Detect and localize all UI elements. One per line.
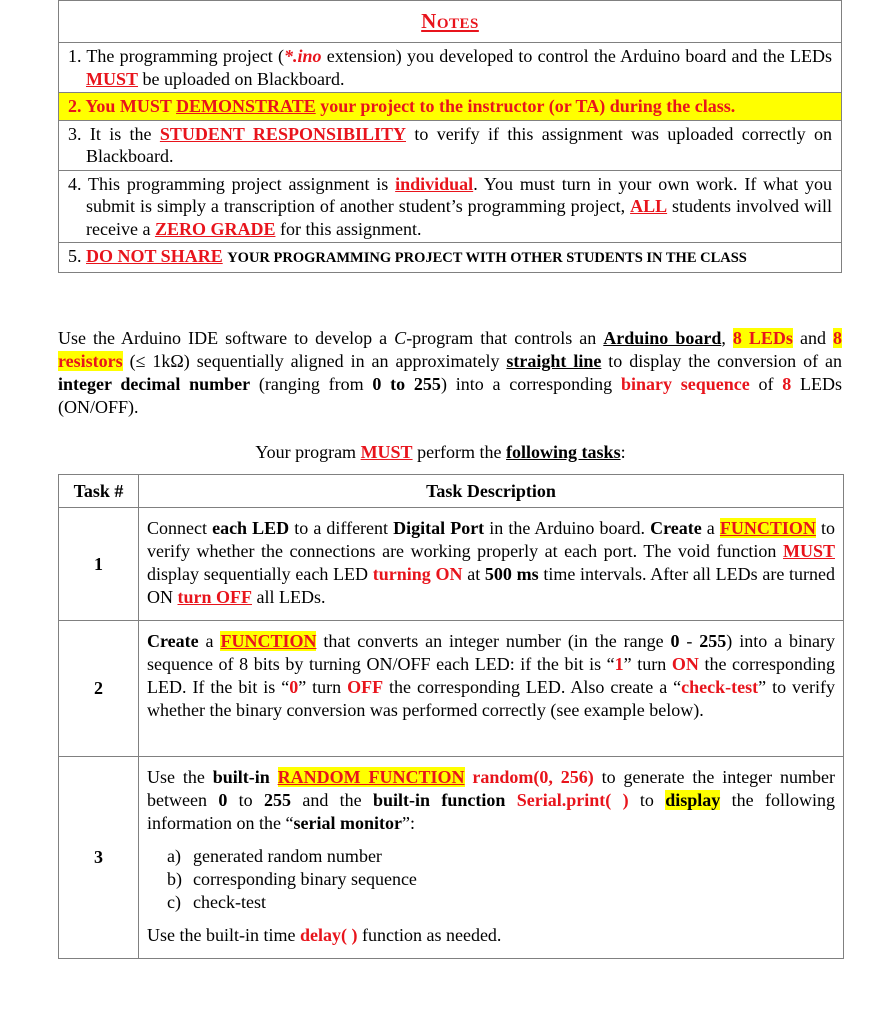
text-run: OFF — [347, 677, 384, 697]
text-run: MUST — [782, 541, 835, 561]
text-run: in the Arduino board. — [484, 518, 651, 538]
text-run: function as needed. — [357, 925, 502, 945]
text-run: 0 — [289, 677, 299, 697]
text-run: 0 — [218, 790, 228, 810]
text-run: (ranging from — [250, 374, 373, 394]
text-run: ON — [671, 654, 699, 674]
ino-extension: *.ino — [284, 46, 322, 66]
all-emphasis: ALL — [630, 196, 668, 216]
text-run: C — [394, 328, 407, 348]
text-run: serial monitor — [293, 813, 402, 833]
do-not-share-emphasis: DO NOT SHARE — [86, 246, 223, 266]
text-run — [270, 767, 278, 787]
text-run: b) — [167, 869, 182, 889]
text-run: time intervals. After all LEDs are turned ON — [147, 564, 835, 607]
task-desc-2 — [139, 621, 844, 757]
text-run: 0 — [670, 631, 680, 651]
eight-resistors-term: 8 resistors — [58, 328, 843, 371]
task-table — [58, 474, 844, 959]
notes-table — [58, 0, 842, 273]
individual-emphasis: individual — [395, 173, 474, 194]
task-row-2 — [59, 621, 844, 757]
text-run: check-test — [681, 677, 759, 697]
arduino-board-term: Arduino board — [603, 328, 722, 348]
text-run: ” to verify whether the binary conversion was performed correctly (see example below). — [147, 677, 835, 720]
text-run: Digital Port — [393, 518, 485, 538]
text-run: turning ON — [372, 564, 463, 584]
text-run: ” turn — [623, 654, 672, 674]
text-run: ) into a corresponding — [440, 374, 621, 394]
task-desc-3 — [139, 757, 844, 959]
text-run: display sequentially each LED — [147, 564, 373, 584]
eight-leds-term: 8 LEDs — [732, 328, 793, 348]
text-run: to verify whether the connections are working properly at each port. The void function — [147, 518, 835, 561]
list-item — [167, 868, 835, 891]
text-run: , — [721, 328, 733, 348]
col-header-task-desc: Task Description — [139, 475, 844, 508]
text-run: each LED — [212, 518, 290, 538]
must-emphasis: MUST — [86, 68, 139, 89]
text-run: of — [749, 374, 783, 394]
text-run: display — [665, 790, 721, 810]
text-run: a) — [167, 846, 181, 866]
text-run: ) into a binary sequence of 8 bits by turning ON/OFF each LED: if the bit is “ — [147, 631, 835, 674]
text-run: 1 — [614, 654, 624, 674]
text-run: check-test — [193, 892, 266, 912]
note-2: 2. You MUST DEMONSTRATE your project to the instructor (or TA) during the class. — [59, 93, 842, 121]
text-run — [505, 790, 516, 810]
text-run: Use the built-in time — [147, 925, 300, 945]
text-run: RANDOM FUNCTION — [277, 767, 465, 787]
notes-title: Notes — [421, 8, 479, 33]
demonstrate-emphasis: DEMONSTRATE — [176, 96, 316, 116]
text-run: ”: — [401, 813, 415, 833]
output-list — [147, 845, 835, 914]
text-run: that converts an integer number (in the range — [316, 631, 671, 651]
text-run: ” turn — [298, 677, 348, 697]
eight-term: 8 — [782, 374, 792, 394]
text-run: delay( ) — [299, 925, 358, 945]
text-run: : — [620, 442, 626, 462]
tasks-heading: Your program MUST perform the following tasks: — [255, 442, 626, 462]
text-run: to a different — [289, 518, 394, 538]
text-run: Create — [650, 518, 702, 538]
binary-sequence-term: binary sequence — [620, 374, 750, 394]
text-run: to — [227, 790, 264, 810]
range-term: 0 to 255 — [372, 374, 441, 394]
text-run: Use the Arduino IDE software to develop a — [58, 328, 395, 348]
text-run: 255 — [264, 790, 291, 810]
straight-line-term: straight line — [506, 351, 602, 371]
text-run: Connect — [147, 518, 213, 538]
student-responsibility-emphasis: STUDENT RESPONSIBILITY — [159, 123, 406, 144]
text-run: corresponding binary sequence — [193, 869, 417, 889]
text-run: to — [628, 790, 666, 810]
task-row-3 — [59, 757, 844, 959]
task-desc-1 — [139, 508, 844, 621]
text-run: random(0, 256) — [472, 767, 594, 787]
text-run: and the — [291, 790, 374, 810]
text-run: LEDs (ON/OFF). — [58, 374, 842, 417]
list-item — [167, 845, 835, 868]
text-run: a — [198, 631, 221, 651]
text-run: the corresponding LED. Also create a “ — [383, 677, 682, 697]
text-run: FUNCTION — [220, 631, 317, 651]
zero-grade-emphasis: ZERO GRADE — [154, 218, 276, 239]
integer-decimal-term: integer decimal number — [58, 374, 251, 394]
note-5: 5. DO NOT SHARE YOUR PROGRAMMING PROJECT WITH OTHER STUDENTS IN THE CLASS — [59, 243, 842, 273]
intro-paragraph — [58, 327, 842, 419]
text-run: Use the — [147, 767, 213, 787]
task-row-1 — [59, 508, 844, 621]
text-run: a — [701, 518, 720, 538]
note-3: 3. It is the STUDENT RESPONSIBILITY to verify if this assignment was uploaded correctly on Blackboard. — [59, 120, 842, 170]
text-run: FUNCTION — [719, 518, 816, 538]
text-run: Your program — [255, 442, 361, 462]
text-run: all LEDs. — [252, 587, 326, 607]
text-run: to display the conversion of an — [601, 351, 842, 371]
note-4: 4. This programming project assignment is individual. You must turn in your own work. If what you submit is simply a transcription of another student’s programming project, ALL students involved will receive a ZERO GRADE for this assignment. — [59, 170, 842, 243]
text-run: c) — [167, 892, 181, 912]
text-run: to generate the integer number between — [147, 767, 836, 810]
text-run: Serial.print( ) — [516, 790, 629, 810]
text-run: 255 — [699, 631, 727, 651]
text-run: 500 ms — [484, 564, 539, 584]
text-run: Create — [147, 631, 199, 651]
notes-title-cell — [59, 1, 842, 43]
text-run: and — [792, 328, 834, 348]
task-num: 1 — [59, 508, 139, 621]
text-run: -program that controls an — [406, 328, 604, 348]
text-run: turn OFF — [177, 587, 252, 607]
text-run: (≤ 1kΩ) sequentially aligned in an approximately — [122, 351, 507, 371]
col-header-task-num: Task # — [59, 475, 139, 508]
note-1: 1. The programming project (*.ino extension) you developed to control the Arduino board and the LEDs MUST be uploaded on Blackboard. — [59, 43, 842, 93]
task-num: 2 — [59, 621, 139, 757]
text-run: built-in — [212, 767, 270, 787]
text-run: the corresponding LED. If the bit is “ — [147, 654, 836, 697]
text-run: built-in function — [373, 790, 506, 810]
text-run: generated random number — [193, 846, 382, 866]
text-run: at — [462, 564, 485, 584]
task-num: 3 — [59, 757, 139, 959]
text-run: perform the — [412, 442, 507, 462]
text-run: the following information on the “ — [147, 790, 835, 833]
list-item — [167, 891, 835, 914]
text-run: - — [679, 631, 700, 651]
